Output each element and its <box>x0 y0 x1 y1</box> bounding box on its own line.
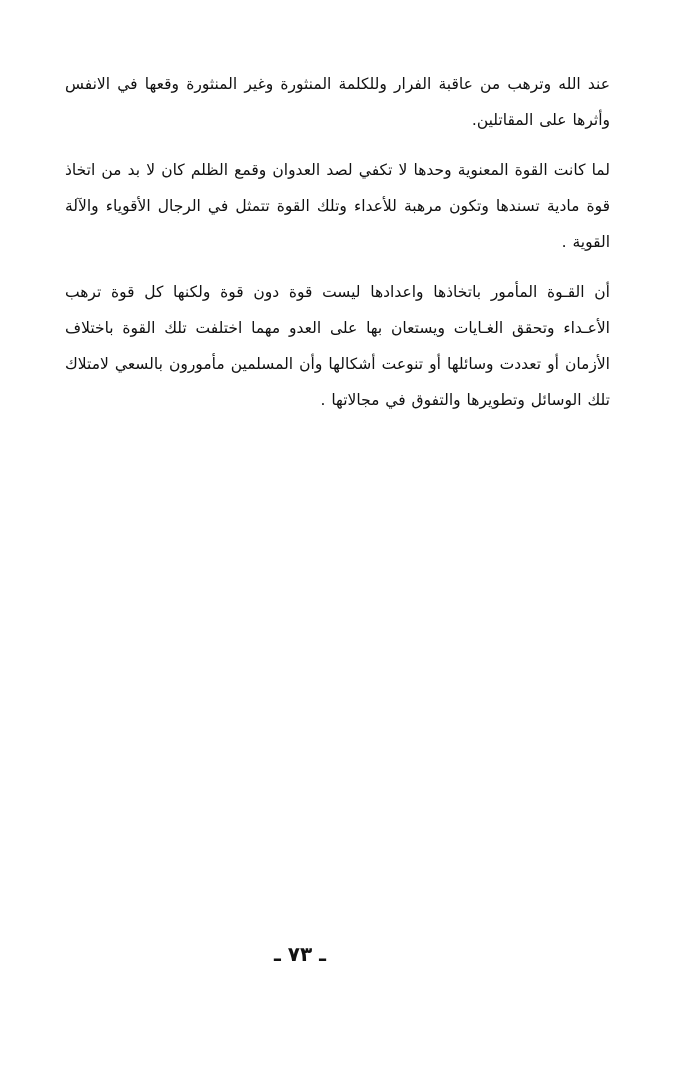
paragraph-2: لما كانت القوة المعنوية وحدها لا تكفي لصد العدوان وقمع الظلم كان لا بد من اتخاذ قوة مادية تسندها وتكون مرهبة للأعداء وتلك القوة تتمثل في الرجال الأقوياء والآلة القوية . <box>65 161 610 251</box>
paragraph-1: عند الله وترهب من عاقبة الفرار وللكلمة المنثورة وغير المنثورة وقعها في الانفس وأثرها على المقاتلين. <box>65 75 610 129</box>
paragraph-3: أن القـوة المأمور باتخاذها واعدادها ليست قوة دون قوة ولكنها كل قوة ترهب الأعـداء وتحقق الغـايات ويستعان بها على العدو مهما اختلفت تلك القوة باختلاف الأزمان أو تعددت وسائلها أو تنوعت أشكالها وأن المسلمين مأمورون بالسعي لامتلاك تلك الوسائل وتطويرها والتفوق في مجالاتها . <box>65 283 610 409</box>
page-number: ـ ٧٣ ـ <box>273 942 327 966</box>
